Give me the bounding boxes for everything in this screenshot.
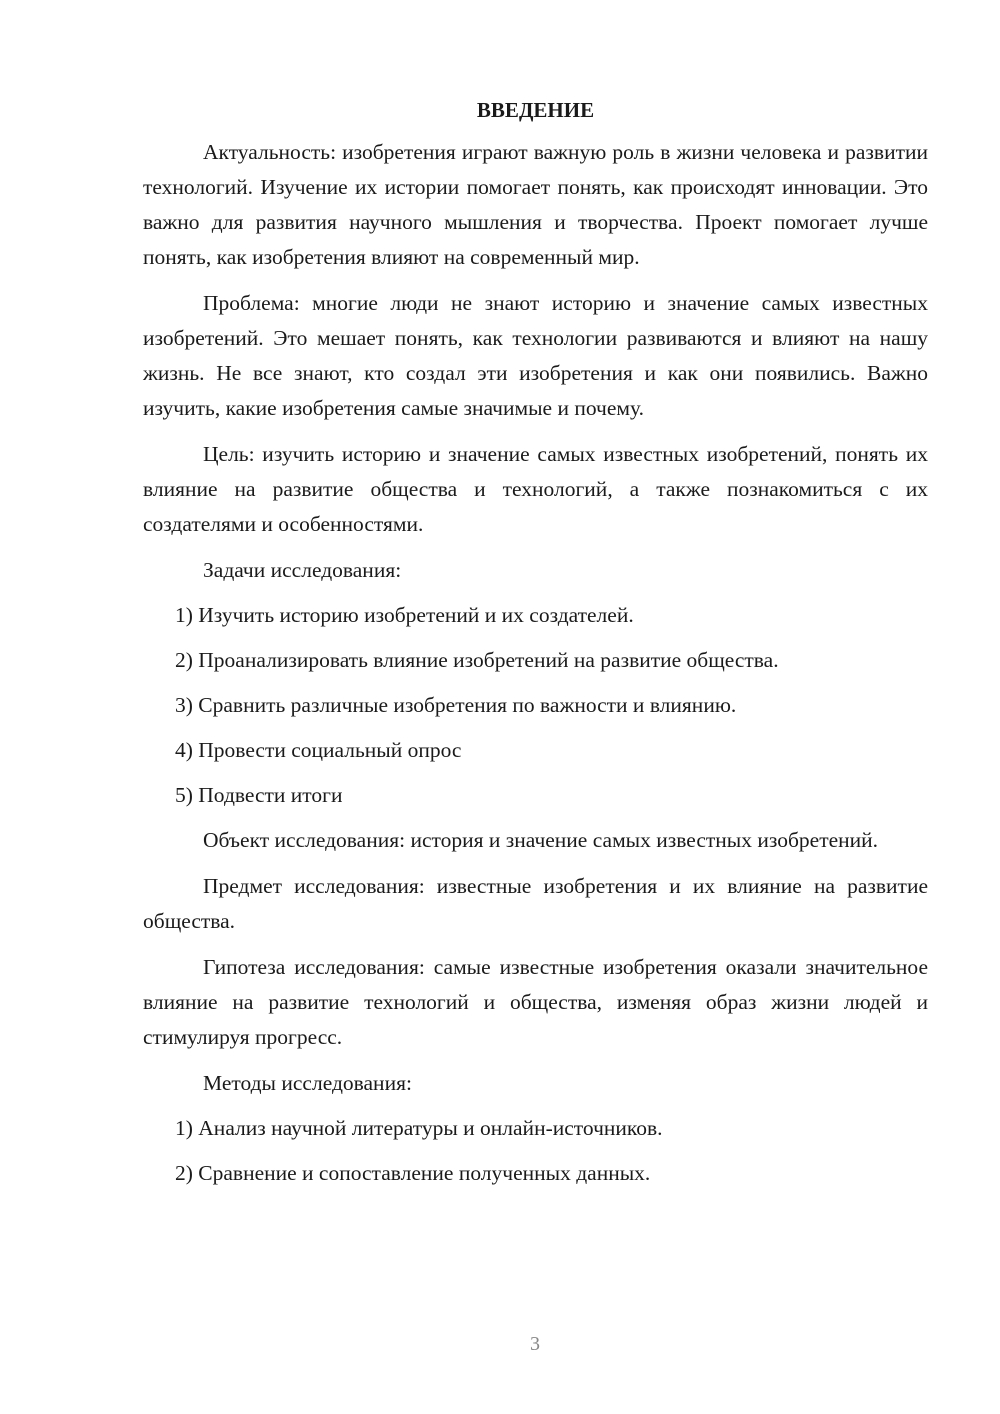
hypothesis-paragraph: Гипотеза исследования: самые известные изобретения оказали значительное влияние на развитие технологий и общества, изменяя образ жизни людей и стимулируя прогресс. [143,955,928,1049]
goal-paragraph: Цель: изучить историю и значение самых известных изобретений, понять их влияние на развитие общества и технологий, а также познакомиться с их создателями и особенностями. [143,442,928,536]
methods-list [143,1111,928,1191]
tasks-heading: Задачи исследования: [203,558,402,582]
list-item: 4) Провести социальный опрос [175,738,462,762]
tasks-list [143,598,928,813]
list-item: 2) Проанализировать влияние изобретений на развитие общества. [175,648,779,672]
page-title: ВВЕДЕНИЕ [476,98,595,122]
methods-heading: Методы исследования: [203,1071,412,1095]
list-item: 2) Сравнение и сопоставление полученных данных. [175,1161,651,1185]
subject-paragraph: Предмет исследования: известные изобретения и их влияние на развитие общества. [143,874,928,933]
list-item: 5) Подвести итоги [175,783,343,807]
problem-paragraph: Проблема: многие люди не знают историю и значение самых известных изобретений. Это мешает понять, как технологии развиваются и влияют на нашу жизнь. Не все знают, кто создал эти изобретения и как они появились. Важно изучить, какие изобретения самые значимые и почему. [143,291,928,420]
object-paragraph: Объект исследования: история и значение самых известных изобретений. [203,828,879,852]
page-number: 3 [530,1333,540,1355]
list-item: 1) Изучить историю изобретений и их создателей. [175,603,634,627]
relevance-paragraph: Актуальность: изобретения играют важную роль в жизни человека и развитии технологий. Изучение их истории помогает понять, как происходят инновации. Это важно для развития научного мышления и творчества. Проект помогает лучше понять, как изобретения влияют на современный мир. [143,140,928,269]
list-item: 3) Сравнить различные изобретения по важности и влиянию. [175,693,737,717]
list-item: 1) Анализ научной литературы и онлайн-источников. [175,1116,663,1140]
document-page [143,95,928,1191]
